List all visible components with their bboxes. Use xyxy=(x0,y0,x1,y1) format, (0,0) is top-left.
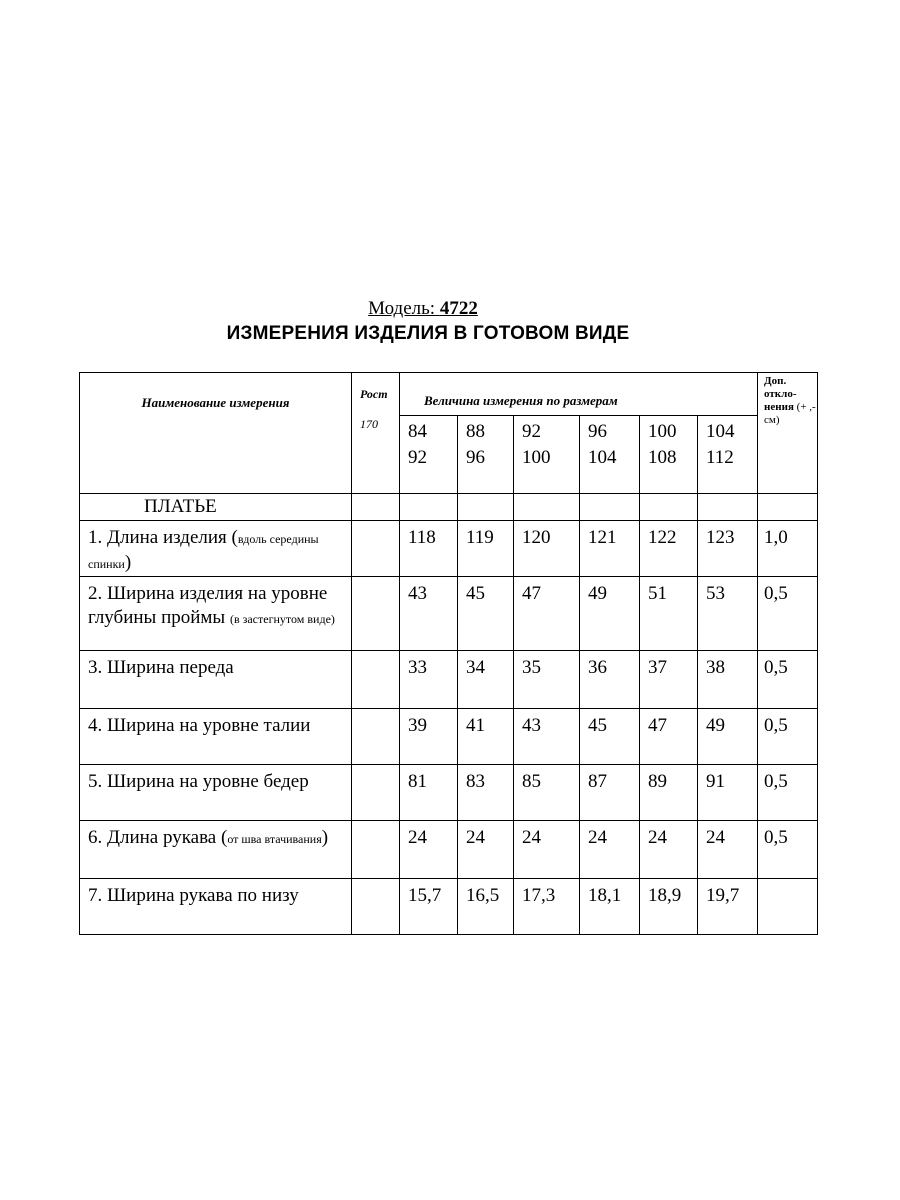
measurements-table xyxy=(79,372,818,935)
measurement-value: 87 xyxy=(580,765,640,821)
column-header-sizes: Величина измерения по размерам xyxy=(400,373,758,416)
rost-cell xyxy=(352,709,400,765)
measurement-note: (в застегнутом виде) xyxy=(229,612,335,626)
column-header-rost xyxy=(352,373,400,494)
measurement-name: 2. Ширина изделия на уровне глубины проймы (в застегнутом виде) xyxy=(80,577,352,651)
table-row xyxy=(80,879,818,935)
measurement-value: 24 xyxy=(640,821,698,879)
measurement-value: 81 xyxy=(400,765,458,821)
measurement-value: 24 xyxy=(514,821,580,879)
model-number: 4722 xyxy=(439,298,478,319)
measurement-value: 118 xyxy=(400,521,458,577)
measurement-value: 119 xyxy=(458,521,514,577)
rost-cell xyxy=(352,521,400,577)
document-title-block xyxy=(0,298,900,346)
measurement-value: 122 xyxy=(640,521,698,577)
table-row xyxy=(80,521,818,577)
tolerance-value: 0,5 xyxy=(758,765,818,821)
measurement-note: от шва втачивания xyxy=(227,832,322,846)
measurement-value: 43 xyxy=(514,709,580,765)
measurement-value: 24 xyxy=(400,821,458,879)
measurement-value: 43 xyxy=(400,577,458,651)
size-bust: 88 xyxy=(466,421,485,442)
measurement-value: 47 xyxy=(640,709,698,765)
size-bust: 84 xyxy=(408,421,427,442)
table-row xyxy=(80,651,818,709)
rost-cell xyxy=(352,879,400,935)
measurement-value: 24 xyxy=(580,821,640,879)
measurement-note: вдоль середины спинки xyxy=(88,532,319,571)
column-header-tolerance xyxy=(758,373,818,494)
measurement-value: 37 xyxy=(640,651,698,709)
section-title: ПЛАТЬЕ xyxy=(80,494,352,521)
size-bust: 96 xyxy=(588,421,607,442)
measurement-value: 34 xyxy=(458,651,514,709)
measurement-value: 45 xyxy=(458,577,514,651)
size-hips: 96 xyxy=(466,447,485,468)
size-hips: 112 xyxy=(706,447,734,468)
tolerance-value: 1,0 xyxy=(758,521,818,577)
measurement-value: 41 xyxy=(458,709,514,765)
rost-value: 170 xyxy=(360,417,378,431)
measurement-value: 123 xyxy=(698,521,758,577)
size-header-cell xyxy=(640,416,698,494)
table-row xyxy=(80,709,818,765)
measurement-name: 4. Ширина на уровне талии xyxy=(80,709,352,765)
measurement-value: 91 xyxy=(698,765,758,821)
measurement-value: 33 xyxy=(400,651,458,709)
rost-cell xyxy=(352,821,400,879)
size-header-cell xyxy=(400,416,458,494)
measurement-value: 36 xyxy=(580,651,640,709)
measurement-value: 17,3 xyxy=(514,879,580,935)
measurement-value: 16,5 xyxy=(458,879,514,935)
size-header-cell xyxy=(580,416,640,494)
measurement-value: 45 xyxy=(580,709,640,765)
measurement-value: 121 xyxy=(580,521,640,577)
measurement-name: 7. Ширина рукава по низу xyxy=(80,879,352,935)
measurement-value: 15,7 xyxy=(400,879,458,935)
measurement-value: 35 xyxy=(514,651,580,709)
rost-label: Рост xyxy=(360,387,388,401)
table-row xyxy=(80,765,818,821)
size-bust: 104 xyxy=(706,421,735,442)
rost-cell xyxy=(352,651,400,709)
measurement-value: 24 xyxy=(698,821,758,879)
size-hips: 108 xyxy=(648,447,677,468)
size-header-cell xyxy=(458,416,514,494)
column-header-name: Наименование измерения xyxy=(80,373,352,494)
model-line xyxy=(0,298,900,320)
tolerance-value: 0,5 xyxy=(758,651,818,709)
table-row xyxy=(80,821,818,879)
measurement-name: 6. Длина рукава (от шва втачивания) xyxy=(80,821,352,879)
size-bust: 92 xyxy=(522,421,541,442)
header-row-1 xyxy=(80,373,818,416)
measurement-name: 3. Ширина переда xyxy=(80,651,352,709)
measurement-value: 18,1 xyxy=(580,879,640,935)
tolerance-unit: (+ ,- см) xyxy=(764,401,816,426)
tolerance-label: Доп. откло- нения xyxy=(764,375,797,413)
measurement-value: 51 xyxy=(640,577,698,651)
measurement-name: 5. Ширина на уровне бедер xyxy=(80,765,352,821)
size-header-cell xyxy=(514,416,580,494)
measurement-value: 49 xyxy=(698,709,758,765)
measurement-value: 49 xyxy=(580,577,640,651)
size-bust: 100 xyxy=(648,421,677,442)
rost-cell xyxy=(352,577,400,651)
measurement-value: 120 xyxy=(514,521,580,577)
tolerance-value: 0,5 xyxy=(758,577,818,651)
tolerance-value: 0,5 xyxy=(758,821,818,879)
size-hips: 104 xyxy=(588,447,617,468)
size-hips: 100 xyxy=(522,447,551,468)
measurement-value: 89 xyxy=(640,765,698,821)
size-hips: 92 xyxy=(408,447,427,468)
page-title: ИЗМЕРЕНИЯ ИЗДЕЛИЯ В ГОТОВОМ ВИДЕ xyxy=(226,323,630,344)
measurement-name: 1. Длина изделия (вдоль середины спинки) xyxy=(80,521,352,577)
measurement-value: 18,9 xyxy=(640,879,698,935)
rost-cell xyxy=(352,765,400,821)
model-label: Модель: xyxy=(368,298,436,319)
size-header-cell xyxy=(698,416,758,494)
measurement-value: 19,7 xyxy=(698,879,758,935)
measurement-value: 85 xyxy=(514,765,580,821)
measurement-value: 38 xyxy=(698,651,758,709)
tolerance-value xyxy=(758,879,818,935)
measurement-value: 24 xyxy=(458,821,514,879)
tolerance-value: 0,5 xyxy=(758,709,818,765)
section-row xyxy=(80,494,818,521)
measurement-value: 83 xyxy=(458,765,514,821)
table-row xyxy=(80,577,818,651)
measurement-value: 47 xyxy=(514,577,580,651)
measurement-value: 53 xyxy=(698,577,758,651)
measurement-value: 39 xyxy=(400,709,458,765)
